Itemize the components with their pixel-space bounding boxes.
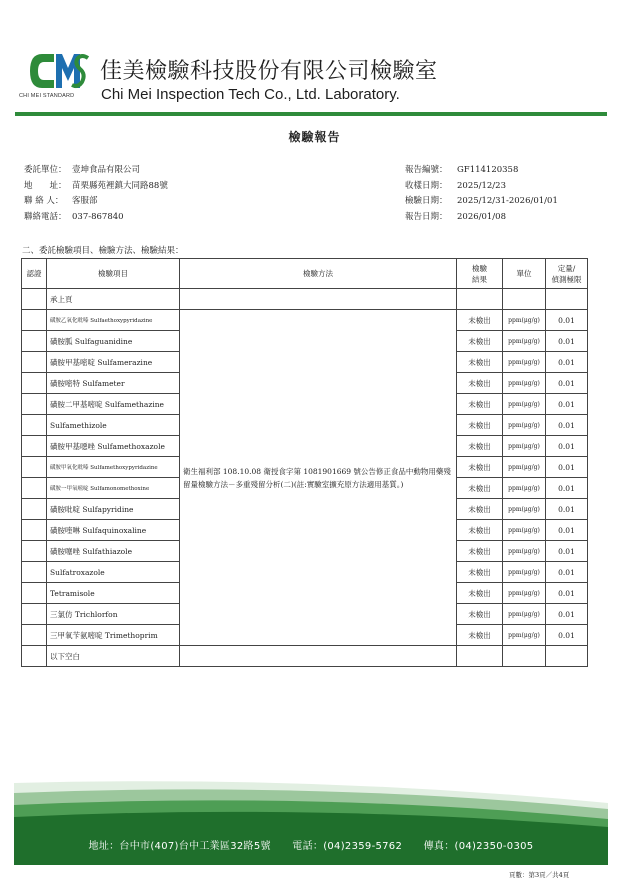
test-item: Tetramisole: [47, 583, 180, 604]
cert-cell: [22, 604, 47, 625]
client-address: 苗栗縣苑裡鎮大同路88號: [72, 180, 168, 191]
test-method: 衛生福利部 108.10.08 衛授食字第 1081901669 號公告修正食品中動物用藥殘留量檢驗方法－多重殘留分析(二)(註:實驗室擴充原方法適用基質。): [180, 310, 457, 646]
detection-limit: 0.01: [546, 478, 588, 499]
detection-limit: 0.01: [546, 352, 588, 373]
cert-cell: [22, 541, 47, 562]
client-address-label: 地 址：: [24, 180, 67, 191]
cert-cell: [22, 478, 47, 499]
header-item: 檢驗項目: [47, 259, 180, 289]
test-unit: ppm(μg/g): [503, 562, 546, 583]
test-item: 磺胺噻唑 Sulfathiazole: [47, 541, 180, 562]
cert-cell: [22, 373, 47, 394]
table-row: [22, 310, 588, 331]
carry-over-row: [22, 289, 588, 310]
test-item: 磺胺二甲基嘧啶 Sulfamethazine: [47, 394, 180, 415]
test-result: 未檢出: [457, 520, 503, 541]
test-item: 磺胺甲氧化吡嗪 Sulfamethoxypyridazine: [47, 457, 180, 478]
client-contact-label: 聯 絡 人：: [24, 196, 64, 206]
test-result: 未檢出: [457, 604, 503, 625]
detection-limit: 0.01: [546, 436, 588, 457]
cert-cell: [22, 415, 47, 436]
test-unit: ppm(μg/g): [503, 499, 546, 520]
report-title: 檢驗報告: [288, 130, 341, 144]
end-note-row: [22, 646, 588, 667]
test-result: 未檢出: [457, 373, 503, 394]
cert-cell: [22, 436, 47, 457]
table-header-row: [22, 259, 588, 289]
test-result: 未檢出: [457, 562, 503, 583]
cert-cell: [22, 583, 47, 604]
page-number: 頁數：第3頁／共4頁: [509, 871, 570, 879]
received-date: 2025/12/23: [457, 180, 506, 191]
detection-limit: 0.01: [546, 394, 588, 415]
cert-cell: [22, 499, 47, 520]
test-unit: ppm(μg/g): [503, 625, 546, 646]
cert-cell: [22, 352, 47, 373]
detection-limit: 0.01: [546, 457, 588, 478]
test-unit: ppm(μg/g): [503, 352, 546, 373]
report-info: [405, 163, 558, 225]
cert-cell: [22, 625, 47, 646]
test-unit: ppm(μg/g): [503, 394, 546, 415]
test-unit: ppm(μg/g): [503, 436, 546, 457]
cert-cell: [22, 520, 47, 541]
detection-limit: 0.01: [546, 373, 588, 394]
detection-limit: 0.01: [546, 520, 588, 541]
cert-cell: [22, 310, 47, 331]
footer-address: 地址：台中市(407)台中工業區32路5號: [88, 841, 271, 852]
table-body: [22, 289, 588, 667]
cert-cell: [22, 457, 47, 478]
cert-cell: [22, 331, 47, 352]
test-result: 未檢出: [457, 541, 503, 562]
client-unit: 壹坤食品有限公司: [72, 165, 141, 175]
test-unit: ppm(μg/g): [503, 583, 546, 604]
client-info: [24, 163, 168, 225]
detection-limit: 0.01: [546, 415, 588, 436]
test-result: 未檢出: [457, 625, 503, 646]
test-item: 磺胺吡啶 Sulfapyridine: [47, 499, 180, 520]
carry-over-label: 承上頁: [47, 289, 180, 310]
detection-limit: 0.01: [546, 541, 588, 562]
logo-subtitle: CHI MEI STANDARD: [19, 93, 75, 99]
detection-limit: 0.01: [546, 562, 588, 583]
cert-cell: [22, 394, 47, 415]
test-item: Sulfamethizole: [47, 415, 180, 436]
test-item: 三甲氧苄氨嘧啶 Trimethoprim: [47, 625, 180, 646]
test-result: 未檢出: [457, 331, 503, 352]
results-table: [21, 258, 588, 667]
test-result: 未檢出: [457, 415, 503, 436]
test-item: 磺胺甲基噁唑 Sulfamethoxazole: [47, 436, 180, 457]
test-unit: ppm(μg/g): [503, 373, 546, 394]
test-unit: ppm(μg/g): [503, 604, 546, 625]
header-method: 檢驗方法: [180, 259, 457, 289]
test-item: 磺胺胍 Sulfaguanidine: [47, 331, 180, 352]
test-result: 未檢出: [457, 436, 503, 457]
header-unit: 單位: [503, 259, 546, 289]
detection-limit: 0.01: [546, 310, 588, 331]
test-result: 未檢出: [457, 352, 503, 373]
client-contact: 客服部: [72, 196, 98, 206]
test-date: 2025/12/31-2026/01/01: [457, 196, 558, 206]
test-result: 未檢出: [457, 478, 503, 499]
end-note: 以下空白: [47, 646, 180, 667]
footer-fax: 傳真：(04)2350-0305: [423, 841, 534, 852]
test-result: 未檢出: [457, 394, 503, 415]
header-limit: 定量/ 偵測極限: [546, 259, 588, 289]
test-item: 磺胺甲基嘧啶 Sulfamerazine: [47, 352, 180, 373]
report-date-label: 報告日期：: [405, 211, 448, 222]
test-unit: ppm(μg/g): [503, 310, 546, 331]
detection-limit: 0.01: [546, 331, 588, 352]
cert-cell: [22, 562, 47, 583]
report-number: GF114120358: [457, 165, 519, 175]
test-result: 未檢出: [457, 310, 503, 331]
header-result: 檢驗 結果: [457, 259, 503, 289]
test-item: 磺胺一甲氧嘧啶 Sulfamonomethoxine: [47, 478, 180, 499]
test-result: 未檢出: [457, 499, 503, 520]
client-phone-label: 聯絡電話：: [24, 211, 67, 222]
test-item: 磺胺喹啉 Sulfaquinoxaline: [47, 520, 180, 541]
header-cert: 認證: [22, 259, 47, 289]
test-unit: ppm(μg/g): [503, 541, 546, 562]
header-divider: [15, 112, 607, 116]
detection-limit: 0.01: [546, 625, 588, 646]
report-number-label: 報告編號：: [405, 165, 448, 175]
test-unit: ppm(μg/g): [503, 415, 546, 436]
test-date-label: 檢驗日期：: [405, 196, 448, 206]
footer-contact: [14, 837, 608, 852]
company-logo: [28, 50, 90, 92]
test-unit: ppm(μg/g): [503, 520, 546, 541]
detection-limit: 0.01: [546, 583, 588, 604]
detection-limit: 0.01: [546, 604, 588, 625]
test-unit: ppm(μg/g): [503, 331, 546, 352]
section-title: 二、委託檢驗項目、檢驗方法、檢驗結果：: [22, 246, 184, 256]
test-result: 未檢出: [457, 583, 503, 604]
received-date-label: 收樣日期：: [405, 180, 448, 191]
client-unit-label: 委託單位：: [24, 165, 67, 175]
detection-limit: 0.01: [546, 499, 588, 520]
test-item: 磺胺嘧特 Sulfameter: [47, 373, 180, 394]
company-name-zh: 佳美檢驗科技股份有限公司檢驗室: [100, 59, 438, 84]
test-result: 未檢出: [457, 457, 503, 478]
test-item: Sulfatroxazole: [47, 562, 180, 583]
test-item: 三氯仿 Trichlorfon: [47, 604, 180, 625]
test-item: 磺胺乙氧化吡嗪 Sulfaethoxypyridazine: [47, 310, 180, 331]
test-unit: ppm(μg/g): [503, 478, 546, 499]
report-date: 2026/01/08: [457, 211, 506, 222]
company-name-en: Chi Mei Inspection Tech Co., Ltd. Laboratory.: [101, 86, 400, 103]
client-phone: 037-867840: [72, 211, 124, 222]
test-unit: ppm(μg/g): [503, 457, 546, 478]
footer-phone: 電話：(04)2359-5762: [292, 841, 403, 852]
